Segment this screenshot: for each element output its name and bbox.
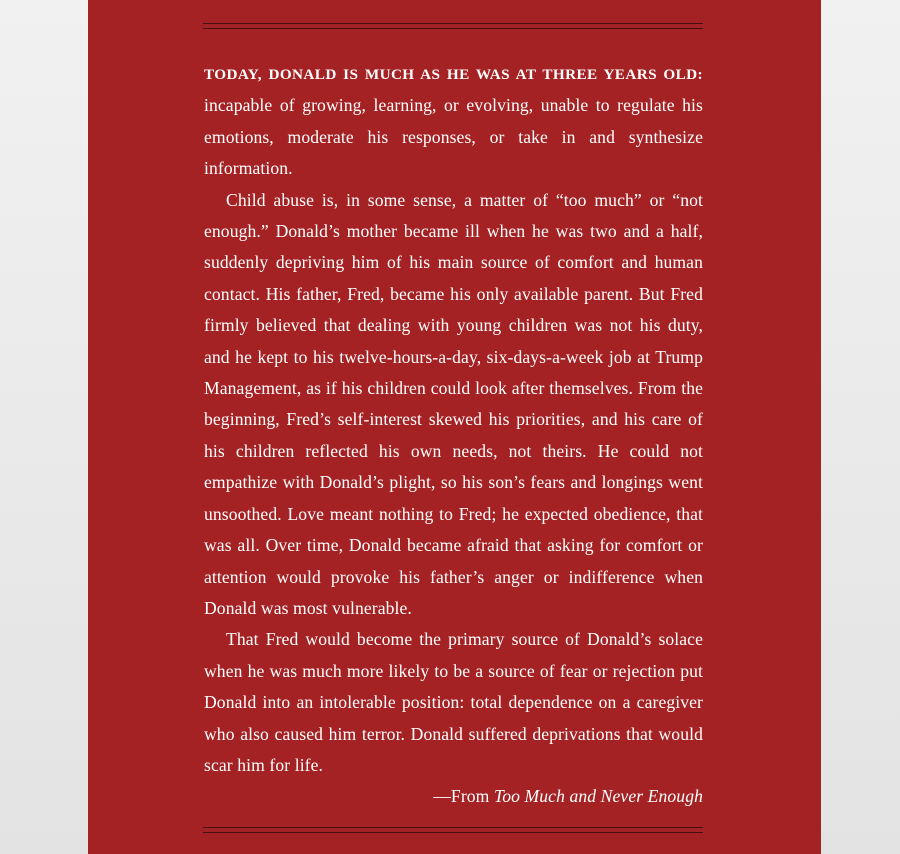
book-title: Too Much and Never Enough: [493, 786, 703, 807]
right-backdrop: [821, 0, 900, 854]
left-backdrop: [0, 0, 88, 854]
lead-in-caps: TODAY, DONALD IS MUCH AS HE WAS AT THREE YEARS OLD:: [204, 66, 703, 83]
top-double-rule: [203, 23, 703, 29]
red-quote-panel: [88, 0, 821, 854]
paragraph-1-body: incapable of growing, learning, or evolving, unable to regulate his emotions, moderate his responses, or take in and synthesize information.: [204, 95, 703, 179]
excerpt-text: [204, 58, 703, 813]
paragraph-2: Child abuse is, in some sense, a matter of “too much” or “not enough.” Donald’s mother became ill when he was two and a half, suddenly depriving him of his main source of comfort and human contact. His father, Fred, became his only available parent. But Fred firmly believed that dealing with young children was not his duty, and he kept to his twelve-hours-a-day, six-days-a-week job at Trump Management, as if his children could look after themselves. From the beginning, Fred’s self-interest skewed his priorities, and his care of his children reflected his own needs, not theirs. He could not empathize with Donald’s plight, so his son’s fears and longings went unsoothed. Love meant nothing to Fred; he expected obedience, that was all. Over time, Donald became afraid that asking for comfort or attention would provoke his father’s anger or indifference when Donald was most vulnerable.: [204, 189, 703, 618]
attribution-prefix: —From: [433, 786, 494, 807]
paragraph-1: [204, 58, 703, 185]
paragraph-3: That Fred would become the primary source of Donald’s solace when he was much more likely to be a source of fear or rejection put Donald into an intolerable position: total dependence on a caregiver who also caused him terror. Donald suffered deprivations that would scar him for life.: [204, 629, 703, 775]
bottom-double-rule: [203, 827, 703, 833]
attribution: [204, 781, 703, 812]
